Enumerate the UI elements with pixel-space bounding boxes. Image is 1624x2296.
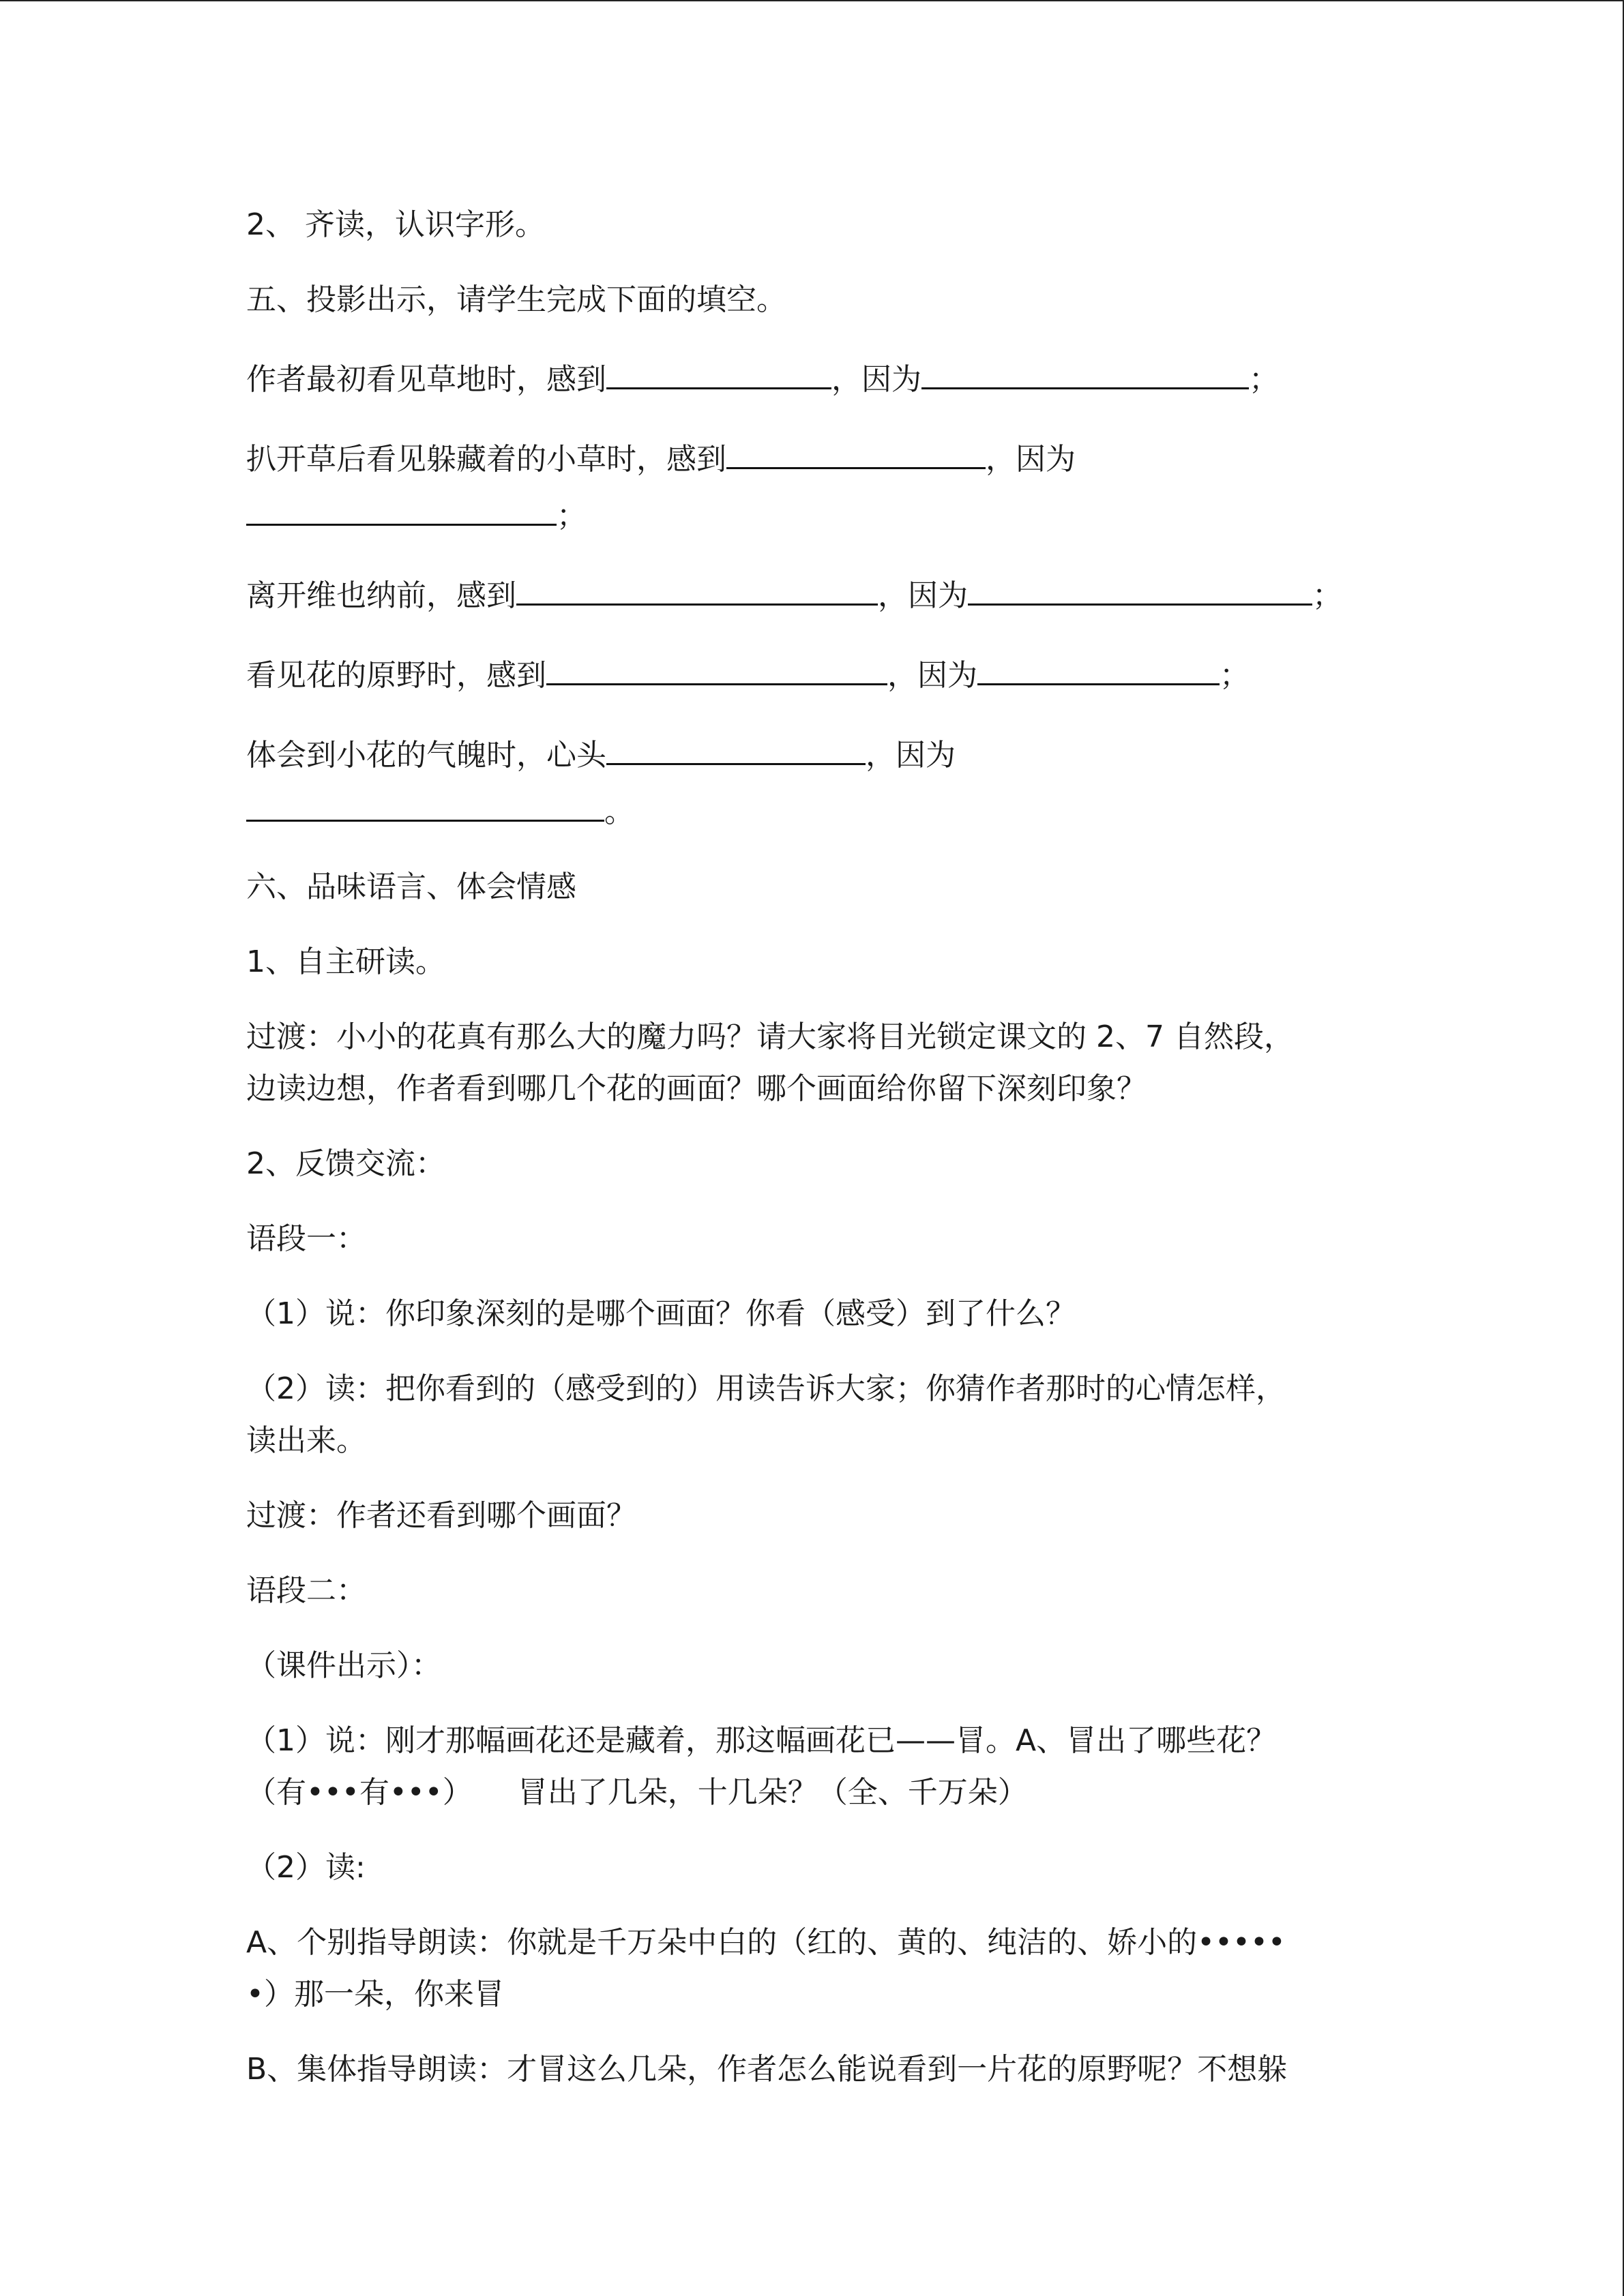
section-five-heading — [246, 274, 1385, 326]
blank-line — [968, 565, 1312, 606]
fill-blank-2 — [246, 429, 1385, 542]
blank-line — [921, 349, 1249, 389]
passage-one-speak — [246, 1288, 1385, 1340]
text: （1）说：刚才那幅画花还是藏着，那这幅画花已——冒。A、冒出了哪些花？ — [246, 1723, 1277, 1758]
text: 语段一： — [246, 1221, 366, 1256]
text: （有•••有•••） 冒出了几朵，十几朵？（全、千万朵） — [246, 1775, 1028, 1810]
section-six-heading — [246, 861, 1385, 913]
courseware-note — [246, 1640, 1385, 1692]
text: （2）读：把你看到的（感受到的）用读告诉大家；你猜作者那时的心情怎样， — [246, 1371, 1286, 1406]
text: 读出来。 — [246, 1423, 366, 1458]
text: 2、反馈交流： — [246, 1146, 445, 1181]
text: 边读边想，作者看到哪几个花的画面？哪个画面给你留下深刻印象？ — [246, 1071, 1147, 1106]
step-feedback — [246, 1138, 1385, 1190]
text: A、个别指导朗读：你就是千万朵中白的（红的、黄的、纯洁的、娇小的••••• — [246, 1925, 1286, 1960]
blank-line — [246, 781, 604, 822]
passage-one-read — [246, 1363, 1385, 1467]
blank-line — [726, 429, 986, 469]
fill-blank-2-continuation — [246, 486, 1385, 542]
blank-line — [606, 725, 866, 765]
transition-paragraph-1 — [246, 1011, 1385, 1115]
blank-line — [977, 645, 1220, 685]
text: ； — [1312, 578, 1342, 613]
text: ，因为 — [887, 658, 977, 693]
text: B、集体指导朗读：才冒这么几朵，作者怎么能说看到一片花的原野呢？不想躲 — [246, 2052, 1288, 2087]
text: •）那一朵，你来冒 — [246, 1977, 504, 2012]
individual-reading-guidance — [246, 1917, 1385, 2021]
text: ； — [557, 498, 587, 533]
blank-line — [246, 486, 557, 526]
passage-two-heading — [246, 1565, 1385, 1617]
blank-line — [516, 565, 878, 606]
text: ； — [1220, 658, 1250, 693]
text: （课件出示）： — [246, 1648, 441, 1683]
paragraph-read-together — [246, 199, 1385, 251]
text: ； — [1249, 362, 1279, 397]
passage-two-speak — [246, 1715, 1385, 1819]
text: 离开维也纳前，感到 — [246, 578, 516, 613]
text: 过渡：小小的花真有那么大的魔力吗？请大家将目光锁定课文的 2、7 自然段， — [246, 1019, 1294, 1054]
fill-blank-5 — [246, 725, 1385, 838]
text: （1）说：你印象深刻的是哪个画面？你看（感受）到了什么？ — [246, 1296, 1076, 1331]
text: 语段二： — [246, 1573, 366, 1608]
passage-two-read — [246, 1842, 1385, 1894]
group-reading-guidance — [246, 2044, 1385, 2096]
blank-line — [546, 645, 887, 685]
fill-blank-5-continuation — [246, 781, 1385, 838]
transition-paragraph-2 — [246, 1490, 1385, 1542]
text: 1、自主研读。 — [246, 944, 445, 979]
text: ，因为 — [878, 578, 968, 613]
text: 扒开草后看见躲藏着的小草时，感到 — [246, 442, 726, 477]
text: ，因为 — [986, 442, 1076, 477]
blank-line — [606, 349, 831, 389]
text: 五、投影出示，请学生完成下面的填空。 — [246, 282, 786, 317]
fill-blank-1 — [246, 349, 1385, 406]
passage-one-heading — [246, 1213, 1385, 1265]
text: 体会到小花的气魄时，心头 — [246, 738, 606, 773]
text: （2）读: — [246, 1850, 366, 1885]
text: 。 — [604, 794, 634, 829]
fill-blank-3 — [246, 565, 1385, 622]
text: 2、 齐读，认识字形。 — [246, 207, 545, 242]
text: 看见花的原野时，感到 — [246, 658, 546, 693]
text: ，因为 — [831, 362, 921, 397]
fill-blank-4 — [246, 645, 1385, 702]
step-self-study — [246, 936, 1385, 988]
text: 作者最初看见草地时，感到 — [246, 362, 606, 397]
text: 六、品味语言、体会情感 — [246, 869, 576, 904]
document-body — [246, 199, 1385, 2119]
text: 过渡：作者还看到哪个画面？ — [246, 1498, 636, 1533]
text: ，因为 — [866, 738, 956, 773]
